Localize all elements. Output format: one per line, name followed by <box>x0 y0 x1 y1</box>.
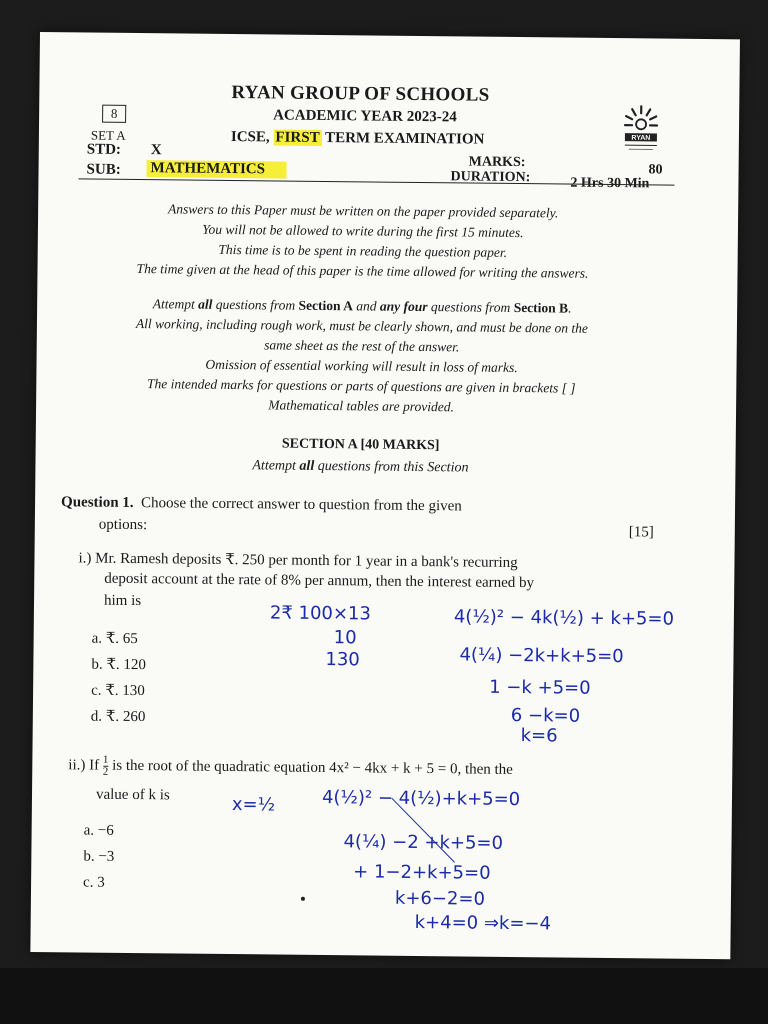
marks-value: 80 <box>648 162 663 178</box>
school-logo-icon <box>621 102 662 154</box>
attempt-instruction <box>37 295 687 318</box>
handwriting-working: 4(½)² − 4(½)+k+5=0 <box>321 786 521 811</box>
handwriting-working: + 1−2+k+5=0 <box>353 861 491 884</box>
section-title: SECTION A [40 MARKS] <box>281 436 440 454</box>
option-b: b. ₹. 120 <box>91 656 147 674</box>
rule-line: Omission of essential working will result in loss of marks. <box>205 356 518 376</box>
handwriting-working: 1 −k +5=0 <box>489 676 591 699</box>
part-ii-text: is the root of the quadratic equation 4x² − 4kx + k + 5 = 0, then the <box>108 757 513 778</box>
rule-line: same sheet as the rest of the answer. <box>264 337 460 355</box>
attempt-text: questions from <box>427 299 514 315</box>
handwriting-working: k+6−2=0 <box>394 887 486 910</box>
option-d: d. ₹. 260 <box>90 708 146 726</box>
set-number-box: 8 <box>102 105 126 123</box>
exam-title-highlight: FIRST <box>275 129 320 146</box>
attempt-text: and <box>352 298 381 314</box>
set-label: SET A <box>90 127 126 143</box>
part-ii-line <box>68 754 513 782</box>
rule-line: All working, including rough work, must be clearly shown, and must be done on the <box>135 316 589 336</box>
handwriting-working: 4(¼) −2k+k+5=0 <box>459 644 624 668</box>
exam-title-prefix: ICSE, <box>230 129 274 146</box>
ink-dot <box>301 897 305 901</box>
rule-line: The intended marks for questions or parts of questions are given in brackets [ ] <box>146 376 576 396</box>
std-value: X <box>150 142 162 159</box>
exam-paper <box>30 32 740 959</box>
handwriting-working: 130 <box>325 649 360 671</box>
attempt-text: . <box>568 300 572 316</box>
section-subtitle <box>35 456 685 479</box>
fraction-numerator: 1 <box>102 753 109 766</box>
handwriting-working: 2₹ 100×13 <box>269 602 372 625</box>
instruction-line: This time is to be spent in reading the question paper. <box>218 241 508 260</box>
question-text: Choose the correct answer to question from the given <box>141 495 462 515</box>
instruction-line: You will not be allowed to write during the first 15 minutes. <box>202 221 524 241</box>
attempt-emphasis: all <box>198 296 213 312</box>
part-ii-text: ii.) If <box>68 757 103 774</box>
option-a: a. −6 <box>83 822 114 839</box>
question-marks: [15] <box>628 524 654 541</box>
attempt-section: Section A <box>298 297 354 314</box>
handwriting-working: k=6 <box>520 725 558 747</box>
handwriting-working: k+4=0 ⇒k=−4 <box>414 911 552 935</box>
rule-line: Mathematical tables are provided. <box>268 397 455 415</box>
part-i-line: him is <box>103 592 142 610</box>
question-label: Question 1. <box>60 494 134 512</box>
section-subtitle-emphasis: all <box>299 458 315 474</box>
background-surface <box>0 968 768 1024</box>
sub-label: SUB: <box>86 161 121 178</box>
option-c: c. 3 <box>83 874 105 891</box>
school-name: RYAN GROUP OF SCHOOLS <box>231 82 490 106</box>
attempt-section: Section B <box>513 299 569 316</box>
attempt-text: questions from <box>212 296 299 313</box>
question-text-cont: options: <box>98 516 148 534</box>
option-c: c. ₹. 130 <box>91 682 145 700</box>
duration-label: DURATION: <box>450 169 531 186</box>
part-i-line: deposit account at the rate of 8% per annum, then the interest earned by <box>104 570 535 592</box>
part-i-line: i.) Mr. Ramesh deposits ₹. 250 per month for 1 year in a bank's recurring <box>78 550 518 572</box>
handwriting-working: 4(½)² − 4k(½) + k+5=0 <box>453 606 675 630</box>
option-a: a. ₹. 65 <box>91 630 138 648</box>
handwriting-working: 4(¼) −2 +k+5=0 <box>343 831 504 854</box>
attempt-emphasis: any four <box>379 298 428 315</box>
section-subtitle-text: Attempt <box>252 458 300 474</box>
std-label: STD: <box>86 141 122 158</box>
instruction-line: Answers to this Paper must be written on the paper provided separately. <box>167 201 559 221</box>
duration-value: 2 Hrs 30 Min <box>570 175 650 192</box>
fraction-denominator: 2 <box>102 765 109 778</box>
exam-title <box>231 129 485 149</box>
marks-label: MARKS: <box>468 154 526 171</box>
option-b: b. −3 <box>83 848 115 865</box>
exam-title-suffix: TERM EXAMINATION <box>321 129 485 148</box>
sub-value: MATHEMATICS <box>146 160 287 178</box>
handwriting-working: 6 −k=0 <box>510 704 581 727</box>
handwriting-working: 10 <box>333 627 357 649</box>
handwriting-working: x=½ <box>231 794 276 816</box>
instruction-line: The time given at the head of this paper is the time allowed for writing the answers. <box>136 261 589 281</box>
attempt-text: Attempt <box>152 296 199 312</box>
question-1-heading <box>61 494 462 515</box>
academic-year: ACADEMIC YEAR 2023-24 <box>273 107 457 126</box>
part-ii-line: value of k is <box>95 786 170 804</box>
logo-text: RYAN <box>631 134 651 142</box>
section-subtitle-text: questions from this Section <box>314 458 469 476</box>
